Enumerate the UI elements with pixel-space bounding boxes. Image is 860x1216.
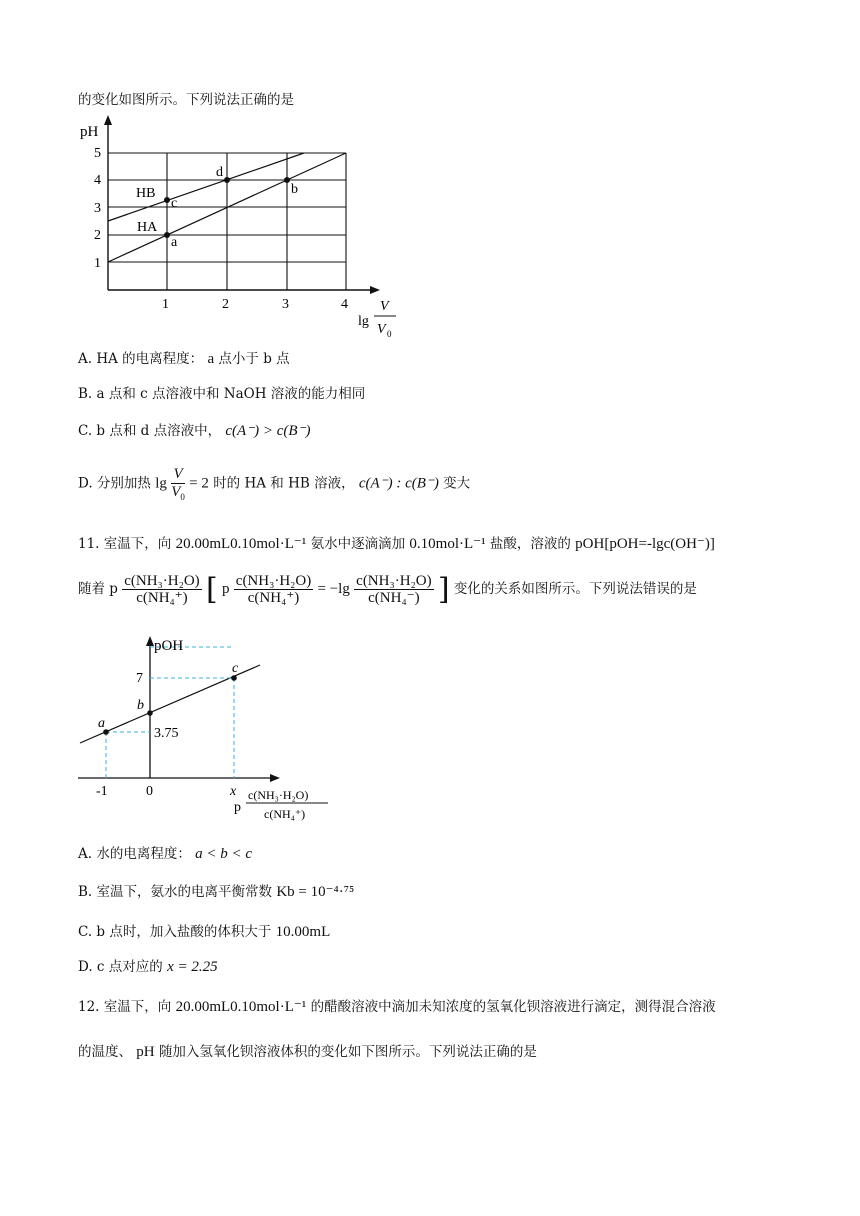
- q10-option-d-pre: D. 分别加热: [78, 475, 151, 492]
- q10-option-d-frac-den-sub: 0: [180, 491, 185, 502]
- q11-y-tick-375: 3.75: [154, 726, 179, 741]
- q10-chart: [74, 112, 414, 342]
- q11-y-axis-label: pOH: [154, 638, 184, 654]
- q10-point-b: [284, 177, 290, 183]
- q11-option-b-math: Kb = 10⁻⁴·⁷⁵: [276, 884, 355, 900]
- q11-point-label-c: c: [232, 661, 239, 676]
- q11-option-d-math: x = 2.25: [167, 959, 218, 975]
- q10-y-arrow: [104, 115, 112, 125]
- q11-option-a-math: a < b < c: [195, 846, 253, 862]
- q11-line1-pre: 11. 室温下，向: [78, 536, 172, 552]
- q10-x-axis-label-den-sub: 0: [387, 329, 392, 339]
- q10-x-tick-2: 2: [222, 297, 229, 312]
- q11-x-axis-label-den: c(NH₄⁺): [264, 807, 306, 821]
- q10-curve-label-hb: HB: [136, 186, 156, 201]
- q10-y-tick-4: 4: [94, 173, 101, 188]
- q11-line2-frac-den: c(NH₄⁺): [136, 590, 188, 606]
- q11-option-c-pre: C. b 点时，加入盐酸的体积大于: [78, 924, 272, 940]
- q11-bracket-frac1-num: c(NH₃·H₂O): [235, 572, 312, 589]
- q11-line2-pre: 随着 p: [78, 581, 118, 597]
- q11-bracket-frac1-den: c(NH₄⁺): [247, 590, 300, 606]
- q11-line1-tail: pOH[pOH=-lgc(OH⁻)]: [575, 536, 715, 552]
- q11-x-tick-x: x: [230, 784, 237, 799]
- q10-y-tick-3: 3: [94, 201, 101, 216]
- q10-point-a: [164, 232, 170, 238]
- q11-y-tick-7: 7: [136, 671, 143, 686]
- q10-option-d-mid: 时的 HA 和 HB 溶液，: [213, 475, 355, 492]
- q12-line2-pre: 的温度、: [78, 1044, 132, 1060]
- q11-left-bracket: [: [205, 572, 218, 607]
- q10-option-d-frac-den-v: V: [171, 483, 181, 500]
- q10-y-axis-label: pH: [80, 124, 99, 140]
- q10-x-tick-1: 1: [162, 297, 169, 312]
- q10-option-c: [78, 419, 310, 440]
- q10-point-label-a: a: [171, 235, 178, 250]
- q10-curve-label-ha: HA: [137, 220, 158, 235]
- q12-line1-qty: 20.00mL0.10mol·L⁻¹: [175, 999, 307, 1015]
- q11-line2-frac: [122, 573, 201, 607]
- q11-option-c-math: 10.00mL: [275, 924, 331, 940]
- q10-option-d-frac: [171, 466, 185, 502]
- q11-bracket-p: p: [221, 581, 230, 597]
- q12-line2: [78, 1040, 537, 1061]
- q11-point-label-a: a: [98, 716, 105, 731]
- q10-x-arrow: [370, 286, 380, 294]
- q11-x-tick-m1: -1: [96, 784, 108, 799]
- q10-option-a-post: 点小于 b 点: [218, 351, 290, 367]
- q10-point-label-c: c: [171, 196, 178, 211]
- q11-line1-qty: 20.00mL0.10mol·L⁻¹: [175, 536, 307, 552]
- q10-option-d-frac-num: V: [171, 466, 185, 484]
- q10-option-d: [78, 466, 470, 502]
- q10-option-a-pre: A. HA 的电离程度：: [78, 351, 204, 367]
- q11-option-c: [78, 920, 330, 941]
- q10-option-c-math: c(A⁻) > c(B⁻): [225, 423, 311, 439]
- q12-line2-ph: pH: [136, 1044, 155, 1060]
- q11-line1-qty2: 0.10mol·L⁻¹: [409, 536, 486, 552]
- q10-x-axis-label-lg: lg: [358, 314, 369, 329]
- q12-line2-tail: 随加入氢氧化钡溶液体积的变化如下图所示。下列说法正确的是: [158, 1044, 537, 1060]
- q11-option-a-pre: A. 水的电离程度：: [78, 846, 191, 862]
- q11-option-d-pre: D. c 点对应的: [78, 959, 163, 975]
- q10-point-label-b: b: [291, 182, 298, 197]
- q11-line2-frac-num: c(NH₃·H₂O): [124, 572, 200, 589]
- q11-line1-mid: 氨水中逐滴滴加: [310, 536, 406, 552]
- q11-right-bracket: ]: [437, 572, 450, 607]
- q10-x-tick-4: 4: [341, 297, 348, 312]
- q11-option-a: [78, 842, 252, 863]
- q10-point-label-d: d: [216, 165, 223, 180]
- q12-line1-pre: 12. 室温下，向: [78, 999, 172, 1015]
- q11-line1: [78, 532, 715, 553]
- q10-y-tick-5: 5: [94, 146, 101, 161]
- q10-option-d-eq: = 2: [189, 475, 209, 492]
- q10-y-tick-2: 2: [94, 228, 101, 243]
- q11-bracket-frac1: [234, 573, 313, 607]
- q10-option-d-post: 变大: [443, 475, 471, 492]
- q11-point-c: [231, 675, 237, 681]
- q10-x-tick-3: 3: [282, 297, 289, 312]
- q11-bracket-frac2-den: c(NH₄⁻): [368, 590, 420, 606]
- q11-chart: [74, 632, 374, 830]
- q10-option-b: B. a 点和 c 点溶液中和 NaOH 溶液的能力相同: [78, 386, 366, 402]
- q11-x-axis-label-num: c(NH₃·H₂O): [248, 788, 309, 802]
- q10-x-axis-label-den: V: [377, 322, 386, 337]
- q11-x-axis-label-p: p: [234, 800, 241, 815]
- q10-option-d-math: c(A⁻) : c(B⁻): [358, 475, 439, 492]
- q11-bracket-eq: = −lg: [317, 581, 350, 597]
- q11-line2-tail: 变化的关系如图所示。下列说法错误的是: [453, 581, 697, 597]
- q10-point-d: [224, 177, 230, 183]
- q10-y-tick-1: 1: [94, 256, 101, 271]
- q10-point-c: [164, 197, 170, 203]
- q10-x-axis-label-num: V: [380, 299, 389, 314]
- q11-x-arrow: [270, 774, 280, 782]
- q11-bracket-frac2: [354, 573, 433, 607]
- q10-option-a-point: a: [207, 351, 215, 367]
- q11-point-label-b: b: [137, 698, 144, 713]
- q11-bracket-frac2-num: c(NH₃·H₂O): [356, 572, 432, 589]
- q11-option-b-pre: B. 室温下，氨水的电离平衡常数: [78, 884, 273, 900]
- q10-option-c-pre: C. b 点和 d 点溶液中，: [78, 423, 222, 439]
- q11-y-arrow: [146, 636, 154, 646]
- q11-x-tick-0: 0: [146, 784, 153, 799]
- q10-option-a: [78, 347, 290, 368]
- q11-line1-mid2: 盐酸，溶液的: [489, 536, 571, 552]
- q10-option-d-lg: lg: [155, 475, 167, 492]
- q11-option-d: [78, 955, 218, 976]
- q11-line2: [78, 572, 697, 607]
- q10-stem-tail: 的变化如图所示。下列说法正确的是: [78, 92, 294, 108]
- q12-line1: [78, 995, 716, 1016]
- q11-option-b: [78, 880, 354, 901]
- q12-line1-tail: 的醋酸溶液中滴加未知浓度的氢氧化钡溶液进行滴定，测得混合溶液: [310, 999, 716, 1015]
- q11-point-b: [147, 710, 153, 716]
- q10-option-d-frac-den: [171, 484, 185, 503]
